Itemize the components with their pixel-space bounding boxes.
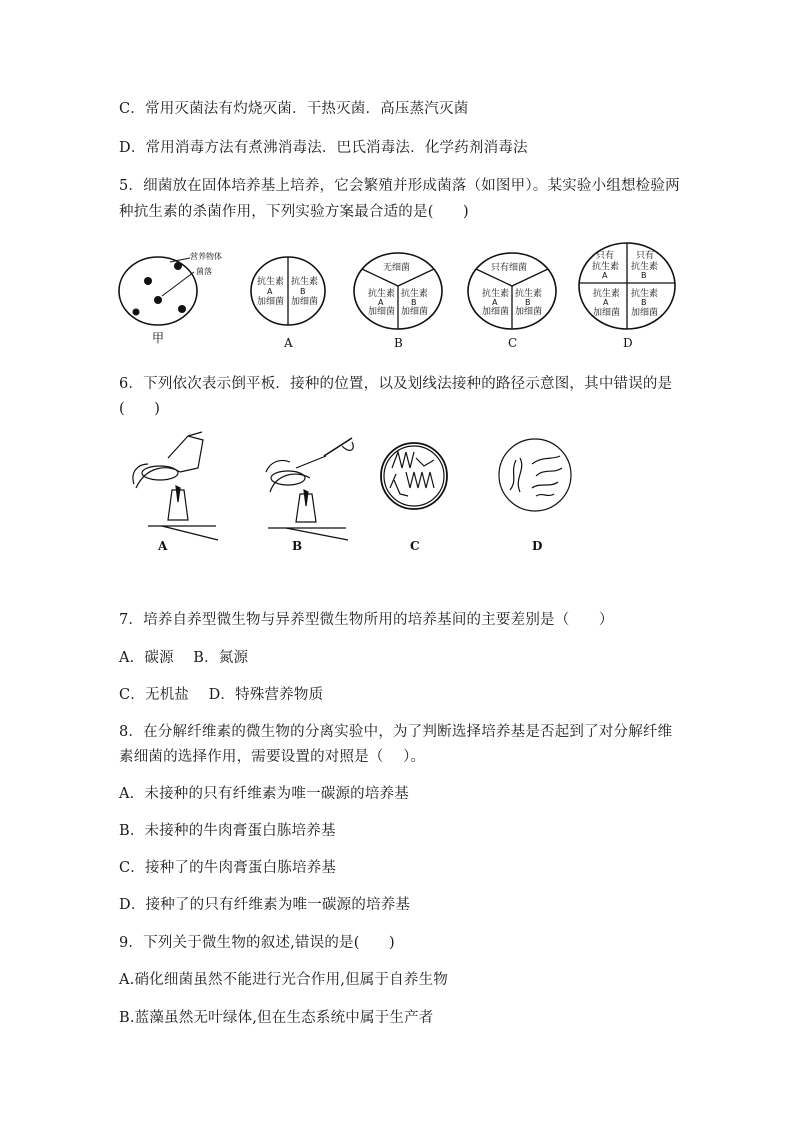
dish-c <box>468 253 556 350</box>
caption-jia: 甲 <box>152 331 165 345</box>
dish-jia <box>119 251 222 345</box>
svg-text:B: B <box>525 298 531 307</box>
svg-text:A: A <box>603 298 609 307</box>
svg-text:B: B <box>641 271 647 280</box>
illustration-streak-d <box>499 439 571 553</box>
question-9-option-a: A.硝化细菌虽然不能进行光合作用,但属于自养生物 <box>119 972 448 988</box>
caption-fig6-d: D <box>532 539 543 553</box>
svg-text:抗生素: 抗生素 <box>631 262 659 272</box>
svg-text:A: A <box>492 298 498 307</box>
caption-fig6-c: C <box>410 539 420 553</box>
svg-text:A: A <box>267 287 273 296</box>
svg-text:只有: 只有 <box>636 251 655 261</box>
svg-text:A: A <box>378 298 384 307</box>
svg-text:抗生素: 抗生素 <box>368 289 396 299</box>
question-9-option-b: B.蓝藻虽然无叶绿体,但在生态系统中属于生产者 <box>119 1010 434 1026</box>
svg-text:加细菌: 加细菌 <box>515 307 543 317</box>
svg-text:加细菌: 加细菌 <box>257 297 285 307</box>
caption-c: C <box>508 336 518 350</box>
svg-text:加细菌: 加细菌 <box>368 307 396 317</box>
option-d-previous: D．常用消毒方法有煮沸消毒法．巴氏消毒法．化学药剂消毒法 <box>119 140 528 156</box>
question-5-line-2: 种抗生素的杀菌作用，下列实验方案最合适的是( ) <box>119 204 469 220</box>
svg-text:A: A <box>602 271 608 280</box>
svg-text:加细菌: 加细菌 <box>482 307 510 317</box>
caption-d: D <box>623 336 633 350</box>
svg-text:加细菌: 加细菌 <box>401 307 429 317</box>
dish-b <box>354 253 442 350</box>
question-8-option-b: B．未接种的牛肉膏蛋白胨培养基 <box>119 823 336 839</box>
svg-text:抗生素: 抗生素 <box>593 289 621 299</box>
svg-text:加细菌: 加细菌 <box>593 308 621 318</box>
svg-text:B: B <box>300 287 306 296</box>
caption-fig6-b: B <box>292 539 303 553</box>
label-nutrient: 营养物体 <box>190 252 222 261</box>
svg-text:抗生素: 抗生素 <box>482 289 510 299</box>
svg-text:只有: 只有 <box>596 251 615 261</box>
caption-a: A <box>284 336 293 350</box>
question-8-line-1: 8．在分解纤维素的微生物的分离实验中，为了判断选择培养基是否起到了对分解纤维 <box>119 724 673 740</box>
illustration-streak-c <box>381 443 447 553</box>
svg-text:无细菌: 无细菌 <box>383 263 411 273</box>
dish-d <box>579 243 675 350</box>
svg-text:抗生素: 抗生素 <box>291 277 319 287</box>
svg-text:B: B <box>641 298 647 307</box>
figure-q5 <box>110 236 690 356</box>
caption-b: B <box>394 336 403 350</box>
question-6-line-2: ( ) <box>119 401 161 417</box>
svg-text:加细菌: 加细菌 <box>291 297 319 307</box>
svg-text:只有细菌: 只有细菌 <box>491 263 528 273</box>
svg-text:抗生素: 抗生素 <box>592 262 620 272</box>
illustration-inoculate-b <box>266 438 353 553</box>
question-7: 7．培养自养型微生物与异养型微生物所用的培养基间的主要差别是（ ） <box>119 612 614 628</box>
svg-text:抗生素: 抗生素 <box>401 289 429 299</box>
label-colony: 菌落 <box>196 267 212 276</box>
svg-text:B: B <box>411 298 417 307</box>
question-7-options-cd: C．无机盐 D．特殊营养物质 <box>119 687 324 703</box>
question-9: 9．下列关于微生物的叙述,错误的是( ) <box>119 935 395 951</box>
question-8-option-a: A．未接种的只有纤维素为唯一碳源的培养基 <box>119 786 409 802</box>
question-5-line-1: 5．细菌放在固体培养基上培养，它会繁殖并形成菌落（如图甲）。某实验小组想检验两 <box>119 178 680 194</box>
question-8-option-c: C．接种了的牛肉膏蛋白胨培养基 <box>119 860 337 876</box>
question-8-option-d: D．接种了的只有纤维素为唯一碳源的培养基 <box>119 897 411 913</box>
question-7-options-ab: A．碳源 B．氮源 <box>119 650 249 666</box>
question-6-line-1: 6．下列依次表示倒平板．接种的位置，以及划线法接种的路径示意图，其中错误的是 <box>119 376 673 392</box>
option-c-previous: C．常用灭菌法有灼烧灭菌．干热灭菌．高压蒸汽灭菌 <box>119 101 469 117</box>
svg-text:加细菌: 加细菌 <box>631 308 659 318</box>
question-8-line-2: 素细菌的选择作用，需要设置的对照是（ ）。 <box>119 749 426 765</box>
svg-text:抗生素: 抗生素 <box>515 289 543 299</box>
figure-q6 <box>128 428 598 558</box>
illustration-pour-plate-a <box>133 432 218 553</box>
dish-a <box>251 257 325 350</box>
svg-text:抗生素: 抗生素 <box>631 289 659 299</box>
caption-fig6-a: A <box>158 539 168 553</box>
svg-text:抗生素: 抗生素 <box>257 277 285 287</box>
